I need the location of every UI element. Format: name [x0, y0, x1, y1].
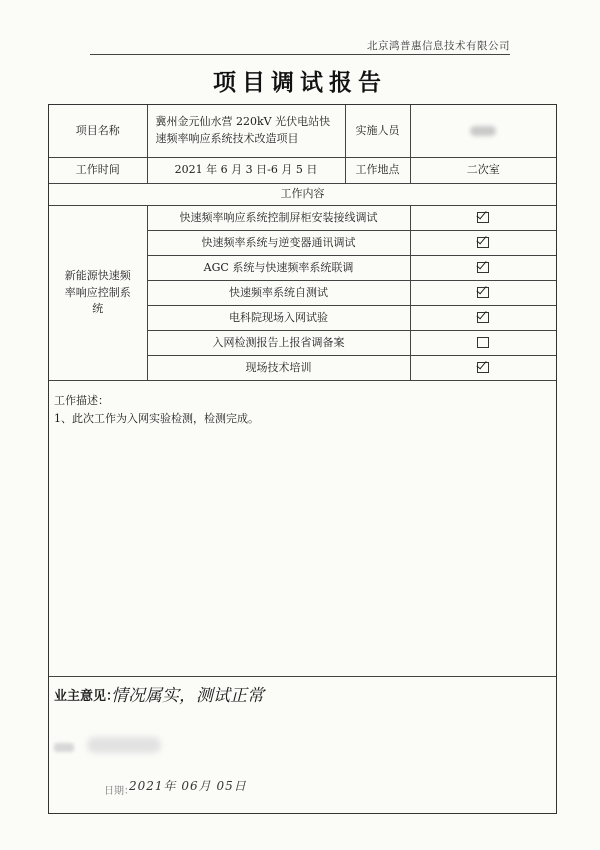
- work-item-5-check: [410, 331, 556, 356]
- work-item-2-check: [410, 256, 556, 281]
- work-table: [49, 184, 556, 382]
- work-item-2: AGC 系统与快速频率系统联调: [147, 256, 410, 281]
- checkbox-icon: [477, 262, 489, 273]
- work-item-4: 电科院现场入网试验: [147, 306, 410, 331]
- work-description-line: 1、此次工作为入网实验检测，检测完成。: [54, 412, 259, 425]
- checkbox-icon: [477, 312, 489, 323]
- work-item-4-check: [410, 306, 556, 331]
- work-item-0: 快速频率响应系统控制屏柜安装接线调试: [147, 206, 410, 231]
- checkbox-icon: [477, 237, 489, 248]
- checkbox-icon: [477, 287, 489, 298]
- work-time-label: 工作时间: [49, 157, 147, 183]
- owner-opinion-section: [49, 677, 556, 815]
- work-item-1: 快速频率系统与逆变器通讯调试: [147, 231, 410, 256]
- work-location-label: 工作地点: [345, 157, 410, 183]
- report-title: 项目调试报告: [213, 69, 387, 96]
- date-label: 日期：: [104, 786, 134, 797]
- work-category: 新能源快速频率响应控制系统: [49, 206, 147, 381]
- work-time-value: 2021 年 6 月 3 日-6 月 5 日: [147, 157, 345, 183]
- company-rule: [90, 54, 510, 55]
- project-name-value: 冀州金元仙水营 220kV 光伏电站快速频率响应系统技术改造项目: [147, 105, 345, 157]
- checkbox-icon: [477, 212, 489, 223]
- company-name: 北京鸿普惠信息技术有限公司: [367, 40, 510, 52]
- work-item-5: 入网检测报告上报省调备案: [147, 331, 410, 356]
- work-item-6-check: [410, 356, 556, 381]
- work-content-header: 工作内容: [49, 184, 556, 206]
- project-name-label: 项目名称: [49, 105, 147, 157]
- checkbox-icon: [477, 337, 489, 348]
- owner-opinion-label: 业主意见：: [54, 689, 120, 704]
- work-location-value: 二次室: [410, 157, 556, 183]
- redacted-signature: [87, 737, 161, 753]
- work-item-6: 现场技术培训: [147, 356, 410, 381]
- date-handwriting: 2021年 06月 05日: [129, 779, 247, 793]
- implementer-value: [410, 105, 556, 157]
- work-item-3-check: [410, 281, 556, 306]
- redacted-name: [470, 126, 496, 136]
- redacted-signature-label: [54, 743, 74, 752]
- checkbox-icon: [477, 362, 489, 373]
- owner-opinion-handwriting: 情况属实，测试正常: [111, 686, 264, 706]
- work-item-0-check: [410, 206, 556, 231]
- work-item-3: 快速频率系统自测试: [147, 281, 410, 306]
- work-description-section: [49, 387, 556, 677]
- implementer-label: 实施人员: [345, 105, 410, 157]
- work-description-label: 工作描述：: [54, 394, 109, 407]
- info-table: [49, 105, 556, 184]
- work-item-1-check: [410, 231, 556, 256]
- report-form: [48, 104, 557, 814]
